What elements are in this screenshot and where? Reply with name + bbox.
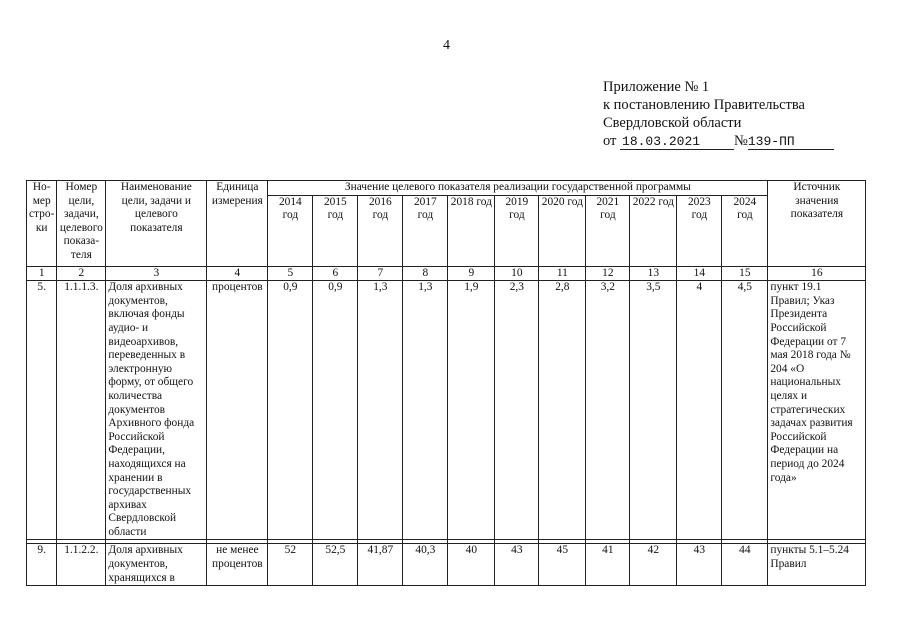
value-cell: 45 — [539, 544, 586, 586]
column-number: 13 — [630, 266, 677, 281]
column-number: 3 — [106, 266, 207, 281]
header-year: 2023 год — [677, 195, 722, 266]
column-number: 1 — [27, 266, 57, 281]
header-row-no: Но-мер стро-ки — [27, 181, 57, 267]
appendix-title: Приложение № 1 — [603, 79, 710, 95]
column-number: 7 — [358, 266, 403, 281]
column-numbers-row — [27, 266, 866, 281]
value-cell: 44 — [722, 544, 768, 586]
header-year: 2015 год — [313, 195, 358, 266]
number-label: № — [734, 133, 748, 149]
value-cell: 40,3 — [403, 544, 448, 586]
indicators-table — [26, 180, 866, 586]
value-cell: 4,5 — [722, 281, 768, 540]
value-cell: 0,9 — [313, 281, 358, 540]
value-cell: 4 — [677, 281, 722, 540]
header-row — [27, 181, 866, 196]
header-year: 2021 год — [586, 195, 630, 266]
column-number: 10 — [495, 266, 539, 281]
resolution-date: 18.03.2021 — [620, 134, 734, 150]
appendix-resolution-line: к постановлению Правительства — [603, 97, 805, 113]
value-cell: 42 — [630, 544, 677, 586]
value-cell: 0,9 — [268, 281, 313, 540]
goal-number: 1.1.1.3. — [57, 281, 106, 540]
value-cell: 1,3 — [358, 281, 403, 540]
header-unit: Единица измерения — [207, 181, 268, 267]
column-number: 11 — [539, 266, 586, 281]
value-cell: 43 — [495, 544, 539, 586]
header-year: 2019 год — [495, 195, 539, 266]
column-number: 16 — [768, 266, 866, 281]
header-year: 2014 год — [268, 195, 313, 266]
resolution-number: 139-ПП — [748, 134, 834, 150]
column-number: 14 — [677, 266, 722, 281]
value-cell: 40 — [448, 544, 495, 586]
appendix-region-line: Свердловской области — [603, 115, 742, 131]
header-name: Наименование цели, задачи и целевого показателя — [106, 181, 207, 267]
unit: не менее процентов — [207, 544, 268, 586]
source-cell: пункты 5.1–5.24 Правил — [768, 544, 866, 586]
goal-number: 1.1.2.2. — [57, 544, 106, 586]
appendix-date-line — [603, 132, 834, 150]
appendix-block — [603, 78, 834, 150]
column-number: 9 — [448, 266, 495, 281]
header-year: 2017 год — [403, 195, 448, 266]
page-number: 4 — [443, 38, 450, 53]
indicator-name: Доля архивных документов, включая фонды аудио- и видеоархивов, переведенных в электронную форму, от общего количества документов Архивного фонда Российской Федерации, находящихся на хранении в государственных архивах Свердловской области — [106, 281, 207, 540]
header-year: 2018 год — [448, 195, 495, 266]
table-row — [27, 544, 866, 586]
column-number: 6 — [313, 266, 358, 281]
column-number: 12 — [586, 266, 630, 281]
header-year: 2022 год — [630, 195, 677, 266]
value-cell: 41 — [586, 544, 630, 586]
value-cell: 2,3 — [495, 281, 539, 540]
unit: процентов — [207, 281, 268, 540]
value-cell: 3,5 — [630, 281, 677, 540]
indicator-name: Доля архивных документов, хранящихся в — [106, 544, 207, 586]
column-number: 2 — [57, 266, 106, 281]
value-cell: 52,5 — [313, 544, 358, 586]
source-cell: пункт 19.1 Правил; Указ Президента Российской Федерации от 7 мая 2018 года № 204 «О национальных целях и стратегических задачах развития Российской Федерации на период до 2024 года» — [768, 281, 866, 540]
column-number: 5 — [268, 266, 313, 281]
column-number: 8 — [403, 266, 448, 281]
table-row — [27, 281, 866, 540]
from-label: от — [603, 133, 617, 149]
value-cell: 2,8 — [539, 281, 586, 540]
value-cell: 1,3 — [403, 281, 448, 540]
header-source: Источник значения показателя — [768, 181, 866, 267]
value-cell: 3,2 — [586, 281, 630, 540]
value-cell: 52 — [268, 544, 313, 586]
header-year: 2020 год — [539, 195, 586, 266]
value-cell: 43 — [677, 544, 722, 586]
header-year: 2024 год — [722, 195, 768, 266]
row-number: 9. — [27, 544, 57, 586]
header-goal-no: Номер цели, задачи, целевого показа-теля — [57, 181, 106, 267]
row-number: 5. — [27, 281, 57, 540]
column-number: 4 — [207, 266, 268, 281]
value-cell: 41,87 — [358, 544, 403, 586]
column-number: 15 — [722, 266, 768, 281]
value-cell: 1,9 — [448, 281, 495, 540]
header-values-group: Значение целевого показателя реализации государственной программы — [268, 181, 768, 196]
header-year: 2016 год — [358, 195, 403, 266]
